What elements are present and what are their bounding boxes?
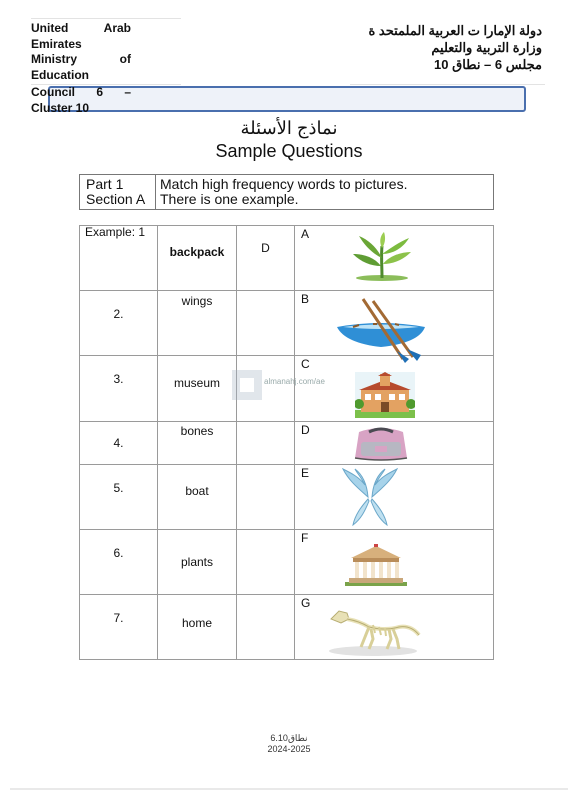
word: boat bbox=[185, 484, 209, 498]
picture-letter: B bbox=[301, 292, 310, 306]
header-word: Arab bbox=[103, 21, 131, 35]
word: home bbox=[181, 616, 213, 630]
footer-cluster: 6.10نطاق bbox=[270, 733, 308, 743]
header-word: of bbox=[119, 52, 131, 66]
header-word: Education bbox=[31, 67, 90, 82]
section-label: Section A bbox=[86, 191, 146, 207]
plant-icon bbox=[351, 232, 413, 282]
part-label: Part 1 bbox=[86, 176, 124, 192]
picture-letter: D bbox=[301, 423, 310, 437]
wings-icon bbox=[341, 467, 399, 527]
table-row bbox=[80, 356, 494, 422]
row-number: 3. bbox=[113, 372, 124, 386]
table-row bbox=[80, 465, 494, 530]
word: wings bbox=[181, 294, 213, 308]
word: museum bbox=[173, 376, 220, 390]
header-arabic-line: وزارة التربية والتعليم bbox=[431, 40, 542, 55]
word: bones bbox=[180, 424, 214, 438]
footer bbox=[0, 733, 578, 755]
divider bbox=[350, 84, 545, 85]
row-number: 7. bbox=[113, 611, 124, 625]
divider bbox=[31, 18, 181, 19]
picture-letter: C bbox=[301, 357, 310, 371]
picture-letter: G bbox=[301, 596, 311, 610]
museum-building-icon bbox=[345, 544, 407, 586]
school-building-icon bbox=[355, 372, 415, 418]
footer-year: 2024-2025 bbox=[267, 744, 311, 754]
header-word: 6 bbox=[96, 85, 103, 99]
header-english bbox=[31, 21, 131, 83]
table-row bbox=[80, 422, 494, 465]
row-number: 4. bbox=[113, 436, 124, 450]
row-number: 6. bbox=[113, 546, 124, 560]
boat-icon bbox=[333, 297, 428, 363]
picture-letter: F bbox=[301, 531, 309, 545]
header-word: United bbox=[31, 21, 69, 35]
row-number: 5. bbox=[113, 481, 124, 495]
word: backpack bbox=[169, 245, 225, 259]
table-row bbox=[80, 530, 494, 595]
header-word: – bbox=[124, 85, 131, 99]
answer-box[interactable]: D bbox=[261, 241, 270, 255]
header-arabic bbox=[368, 22, 542, 73]
header-arabic-line: دولة الإمارا ت العربية الملمتحد ة bbox=[368, 23, 542, 38]
picture-letter: A bbox=[301, 227, 310, 241]
page-title: Sample Questions bbox=[215, 141, 363, 161]
instruction-line: There is one example. bbox=[160, 191, 299, 207]
picture-letter: E bbox=[301, 466, 310, 480]
page-title-arabic: نماذج الأسئلة bbox=[240, 118, 338, 138]
header-word: Ministry bbox=[31, 52, 78, 66]
matching-table bbox=[79, 225, 494, 660]
dinosaur-bones-icon bbox=[325, 601, 421, 657]
header-word: Emirates bbox=[31, 36, 82, 51]
header-word: Council bbox=[31, 85, 75, 99]
council-cluster-label bbox=[31, 85, 131, 116]
table-row bbox=[80, 226, 494, 291]
table-row bbox=[80, 291, 494, 356]
instructions-box bbox=[79, 174, 494, 210]
header-word: Cluster 10 bbox=[31, 100, 90, 115]
table-row bbox=[80, 595, 494, 660]
word: plants bbox=[180, 555, 214, 569]
instruction-line: Match high frequency words to pictures. bbox=[160, 176, 408, 192]
row-number: 2. bbox=[113, 307, 124, 321]
watermark-logo-icon bbox=[232, 370, 262, 400]
header-arabic-line: مجلس 6 – نطاق 10 bbox=[434, 57, 542, 72]
row-number: Example: 1 bbox=[85, 225, 146, 239]
watermark-text: almanahj.com/ae bbox=[264, 377, 325, 386]
backpack-icon bbox=[351, 426, 411, 462]
